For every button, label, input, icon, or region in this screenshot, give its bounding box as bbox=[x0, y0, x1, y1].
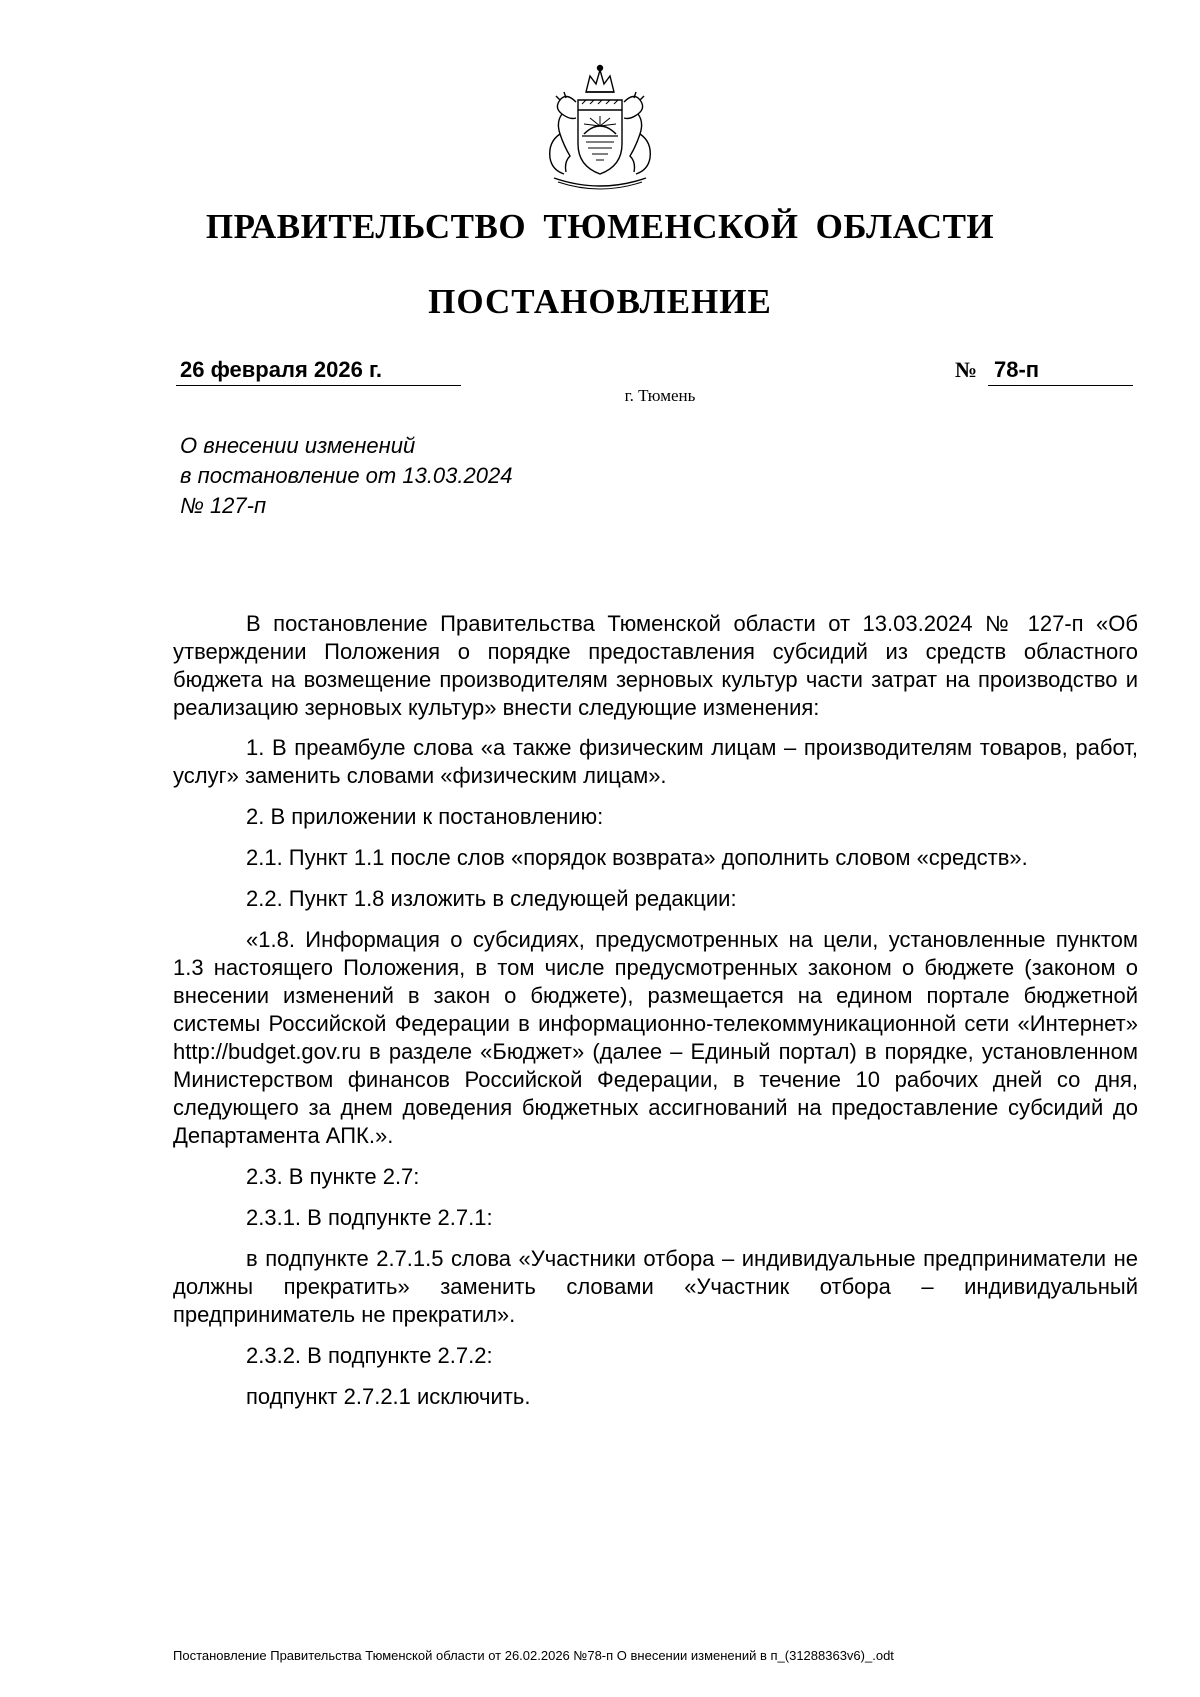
document-number-label: № bbox=[955, 357, 978, 382]
body-paragraph: 2.3. В пункте 2.7: bbox=[246, 1164, 420, 1189]
document-body bbox=[173, 610, 1138, 1424]
document-number-field bbox=[988, 355, 1133, 386]
body-paragraph: 2.3.1. В подпункте 2.7.1: bbox=[246, 1205, 493, 1230]
document-date-field bbox=[176, 355, 461, 386]
document-number: 78-п bbox=[994, 357, 1040, 382]
tyumen-coat-of-arms-icon bbox=[520, 62, 680, 194]
city-label: г. Тюмень bbox=[624, 386, 696, 405]
body-paragraph: 2.1. Пункт 1.1 после слов «порядок возврата» дополнить словом «средств». bbox=[246, 845, 1028, 870]
government-title: ПРАВИТЕЛЬСТВО ТЮМЕНСКОЙ ОБЛАСТИ bbox=[205, 207, 995, 246]
page-footer: Постановление Правительства Тюменской области от 26.02.2026 №78-п О внесении изменений в п_(31288363v6)_.odt bbox=[173, 1648, 894, 1663]
document-subject bbox=[180, 431, 512, 521]
body-paragraph: в подпункте 2.7.1.5 слова «Участники отбора – индивидуальные предприниматели не должны прекратить» заменить словами «Участник отбора – индивидуальный предприниматель не прекратил». bbox=[173, 1246, 1138, 1327]
body-paragraph: 1. В преамбуле слова «а также физическим лицам – производителям товаров, работ, услуг» заменить словами «физическим лицам». bbox=[173, 735, 1138, 788]
subject-line: № 127-п bbox=[180, 493, 267, 518]
body-paragraph: 2. В приложении к постановлению: bbox=[246, 804, 604, 829]
subject-line: в постановление от 13.03.2024 bbox=[180, 463, 513, 488]
body-paragraph: 2.3.2. В подпункте 2.7.2: bbox=[246, 1343, 493, 1368]
body-paragraph: подпункт 2.7.2.1 исключить. bbox=[246, 1384, 531, 1409]
body-paragraph: «1.8. Информация о субсидиях, предусмотренных на цели, установленные пунктом 1.3 настоящего Положения, в том числе предусмотренных законом о бюджете (законом о внесении изменений в закон о бюджете), размещается на едином портале бюджетной системы Российской Федерации в информационно-телекоммуникационной сети «Интернет» http://budget.gov.ru в разделе «Бюджет» (далее – Единый портал) в порядке, установленном Министерством финансов Российской Федерации, в течение 10 рабочих дней со дня, следующего за днем доведения бюджетных ассигнований на предоставление субсидий до Департамента АПК.». bbox=[173, 927, 1138, 1148]
document-type-heading: ПОСТАНОВЛЕНИЕ bbox=[428, 282, 772, 321]
body-paragraph: В постановление Правительства Тюменской области от 13.03.2024 № 127-п «Об утверждении Положения о порядке предоставления субсидий из средств областного бюджета на возмещение производителям зерновых культур части затрат на производство и реализацию зерновых культур» внести следующие изменения: bbox=[173, 611, 1138, 720]
coat-of-arms-emblem bbox=[520, 62, 680, 194]
document-date: 26 февраля 2026 г. bbox=[180, 357, 383, 382]
subject-line: О внесении изменений bbox=[180, 433, 416, 458]
body-paragraph: 2.2. Пункт 1.8 изложить в следующей редакции: bbox=[246, 886, 737, 911]
